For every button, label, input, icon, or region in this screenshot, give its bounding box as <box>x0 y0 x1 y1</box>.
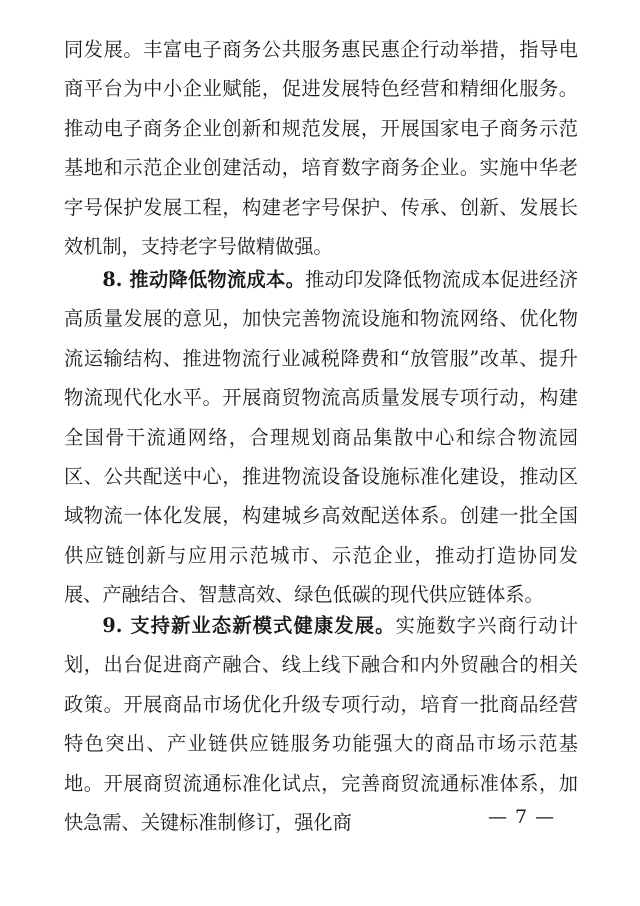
section-8-heading: 8. 推动降低物流成本。 <box>102 268 306 291</box>
paragraph-text: 同发展。丰富电子商务公共服务惠民惠企行动举措，指导电商平台为中小企业赋能，促进发展特色经营和精细化服务。推动电子商务企业创新和规范发展，开展国家电子商务示范基地和示范企业创建活动，培育数字商务企业。实施中华老字号保护发展工程，构建老字号保护、传承、创新、发展长效机制，支持老字号做精做强。 <box>64 38 578 259</box>
section-8-body: 推动印发降低物流成本促进经济高质量发展的意见，加快完善物流设施和物流网络、优化物流运输结构、推进物流行业减税降费和“放管服”改革、提升物流现代化水平。开展商贸物流高质量发展专项行动，构建全国骨干流通网络，合理规划商品集散中心和综合物流园区、公共配送中心，推进物流设备设施标准化建设，推动区域物流一体化发展，构建城乡高效配送体系。创建一批全国供应链创新与应用示范城市、示范企业，推动打造协同发展、产融结合、智慧高效、绿色低碳的现代供应链体系。 <box>64 268 579 607</box>
section-8-paragraph <box>64 260 578 615</box>
section-9-body: 实施数字兴商行动计划，出台促进商产融合、线上线下融合和内外贸融合的相关政策。开展商品市场优化升级专项行动，培育一批商品经营特色突出、产业链供应链服务功能强大的商品市场示范基地。开展商贸流通标准化试点，完善商贸流通标准体系，加快急需、关键标准制修订，强化商 <box>64 614 578 835</box>
section-8 <box>64 260 578 615</box>
paragraph-continuation <box>64 30 578 266</box>
section-9-heading: 9. 支持新业态新模式健康发展。 <box>102 614 396 637</box>
page-number: — 7 — <box>488 806 556 828</box>
